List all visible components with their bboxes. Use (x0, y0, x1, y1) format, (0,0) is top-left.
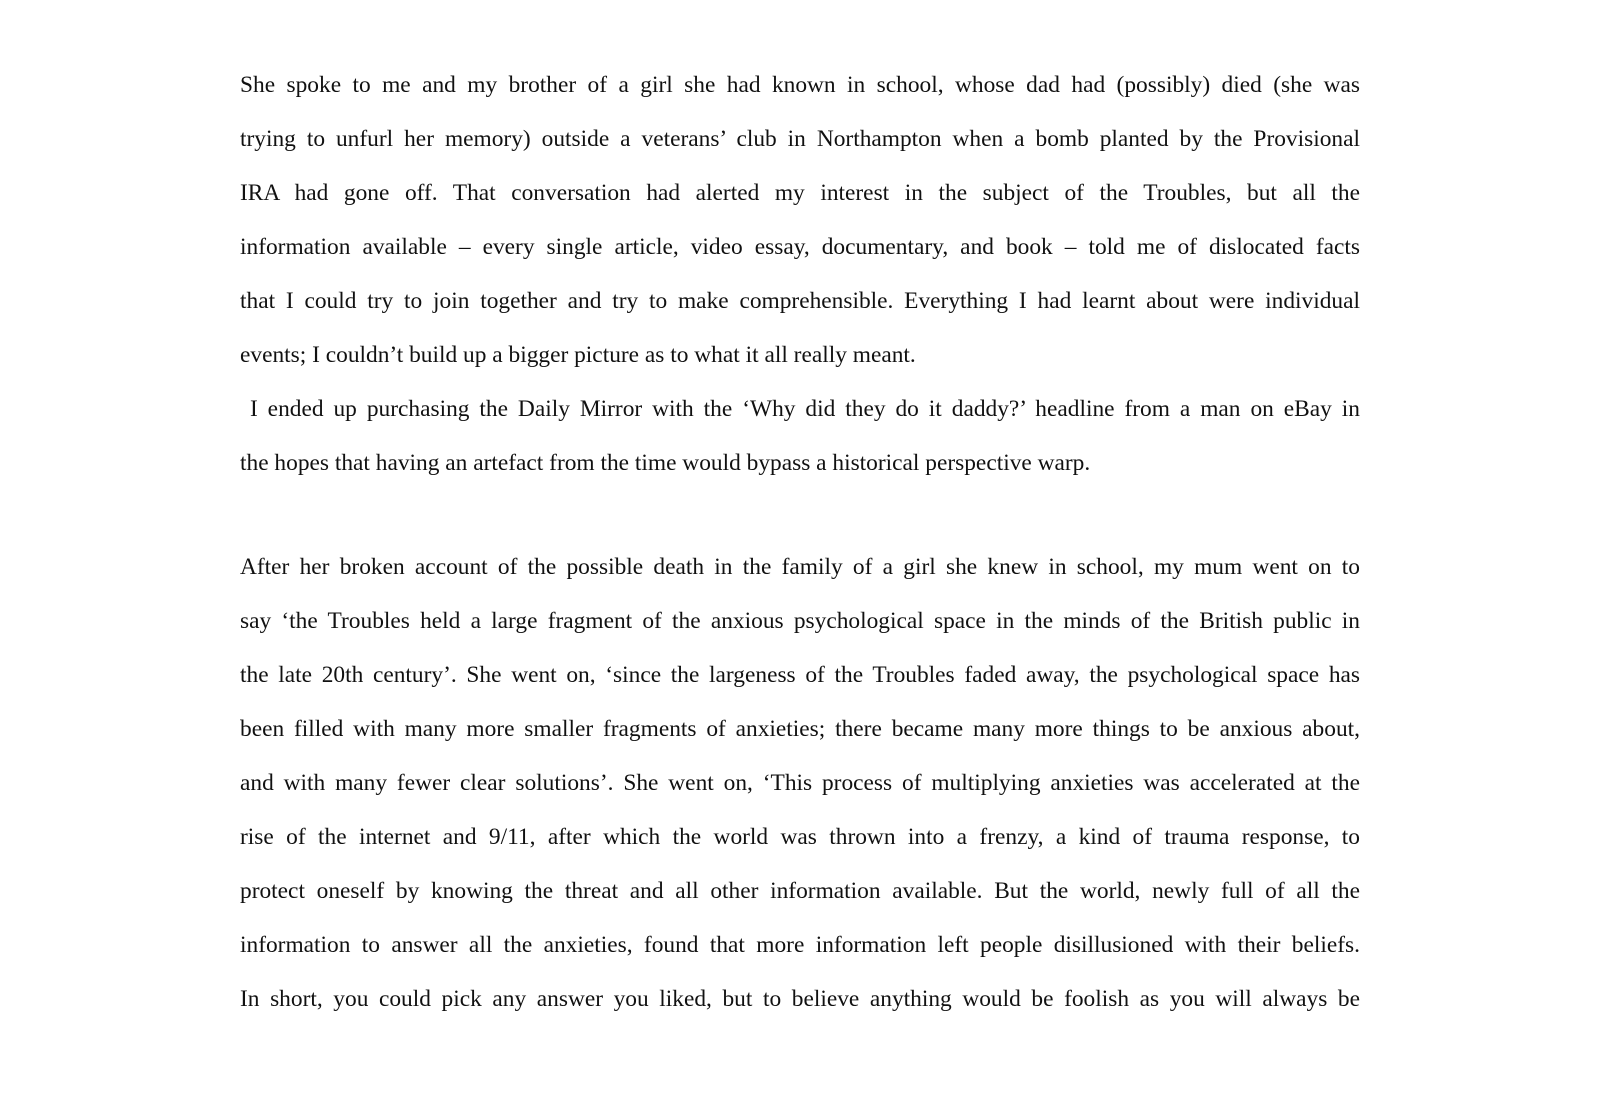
text-line: protect oneself by knowing the threat and all other information available. But the world, newly full of all the (240, 878, 1360, 904)
text-line: rise of the internet and 9/11, after which the world was thrown into a frenzy, a kind of trauma response, to (240, 824, 1360, 850)
text-line: After her broken account of the possible death in the family of a girl she knew in school, my mum went on to (240, 554, 1360, 580)
text-line: She spoke to me and my brother of a girl she had known in school, whose dad had (possibly) died (she was (240, 72, 1360, 98)
text-line: events; I couldn’t build up a bigger picture as to what it all really meant. (240, 342, 916, 368)
text-line: been filled with many more smaller fragments of anxieties; there became many more things to be anxious about, (240, 716, 1360, 742)
paragraph-3 (240, 540, 1360, 1026)
paragraph-1 (240, 58, 1360, 382)
text-line: In short, you could pick any answer you liked, but to believe anything would be foolish as you will always be (240, 986, 1360, 1012)
text-line: the hopes that having an artefact from the time would bypass a historical perspective warp. (240, 450, 1091, 476)
text-line: that I could try to join together and try to make comprehensible. Everything I had learnt about were individual (240, 288, 1360, 314)
paragraph-gap (240, 490, 1360, 540)
text-line: information to answer all the anxieties, found that more information left people disillusioned with their beliefs. (240, 932, 1360, 958)
text-line: and with many fewer clear solutions’. She went on, ‘This process of multiplying anxieties was accelerated at the (240, 770, 1360, 796)
text-line: the late 20th century’. She went on, ‘since the largeness of the Troubles faded away, the psychological space has (240, 662, 1360, 688)
text-line: IRA had gone off. That conversation had alerted my interest in the subject of the Troubles, but all the (240, 180, 1360, 206)
text-line: I ended up purchasing the Daily Mirror with the ‘Why did they do it daddy?’ headline from a man on eBay in (240, 396, 1360, 422)
document-body (240, 58, 1360, 1026)
text-line: information available – every single article, video essay, documentary, and book – told me of dislocated facts (240, 234, 1360, 260)
text-line: trying to unfurl her memory) outside a veterans’ club in Northampton when a bomb planted by the Provisional (240, 126, 1360, 152)
text-line: say ‘the Troubles held a large fragment of the anxious psychological space in the minds of the British public in (240, 608, 1360, 634)
paragraph-2 (240, 382, 1360, 490)
